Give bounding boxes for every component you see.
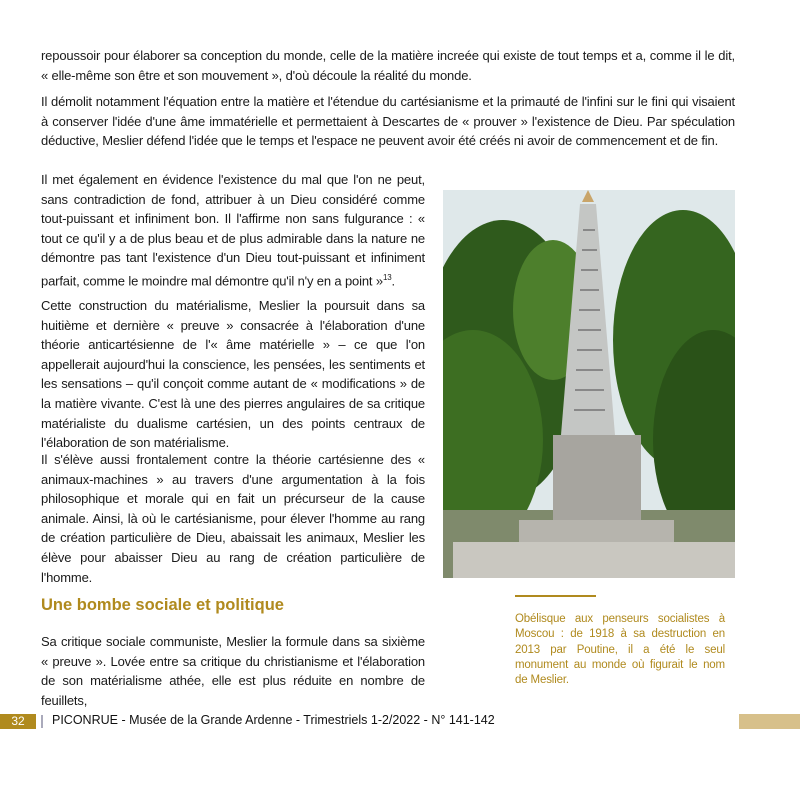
paragraph: Il s'élève aussi frontalement contre la théorie cartésienne des « animaux-machines » au travers d'une argumentation à la fois philosophique et morale qui en fait un précurseur de la cause animale. Ainsi, là où le cartésianisme, pour élever l'homme au rang de création particulière de Dieu, abaissait les animaux, Meslier les élève pour abaisser Dieu au rang de création particulière de l'homme. — [41, 452, 425, 585]
paragraph-text: Il met également en évidence l'existence du mal que l'on ne peut, sans contradiction de fond, attribuer à un Dieu considéré comme tout-puissant et infiniment bon. Il l'affirme non sans fulgurance : « tout ce qu'il y a de plus beau et de plus admirable dans la nature ne démontre pas tant l'existence d'un Dieu tout-puissant et infiniment parfait, comme le moindre mal démontre qu'il n'y en a point » — [41, 172, 425, 289]
footer-text: PICONRUE - Musée de la Grande Ardenne - Trimestriels 1-2/2022 - N° 141-142 — [52, 713, 495, 727]
paragraph: Il met également en évidence l'existence du mal que l'on ne peut, sans contradiction de fond, attribuer à un Dieu considéré comme tout-puissant et infiniment bon. Il l'affirme non sans fulgurance : « tout ce qu'il y a de plus beau et de plus admirable dans la nature ne démontre pas tant l'existence d'un Dieu tout-puissant et infiniment parfait, comme le moindre mal démontre qu'il n'y en a point »$^{13}$. — [41, 172, 425, 289]
page-number: 32 — [0, 714, 36, 729]
paragraph: Il démolit notamment l'équation entre la matière et l'étendue du cartésianisme et la primauté de l'infini sur le fini qui visaient à conserver l'idée d'une âme immatérielle et permettaient à Descartes de « prouver » l'existence de Dieu. Par spéculation déductive, Meslier défend l'idée que le temps et l'espace ne peuvent avoir été créés ni avoir de commencement et de fin. — [41, 94, 735, 149]
obelisk-photo — [443, 190, 735, 578]
photo-caption: Obélisque aux penseurs socialistes à Moscou : de 1918 à sa destruction en 2013 par Poutine, il a été le seul monument au monde où figurait le nom de Meslier. — [515, 613, 725, 687]
caption-divider — [515, 595, 596, 597]
paragraph: repoussoir pour élaborer sa conception du monde, celle de la matière increée qui existe de tout temps et a, comme il le dit, « elle-même son être et son mouvement », d'où découle la réalité du monde. — [41, 48, 735, 83]
footer-separator — [41, 715, 43, 728]
footnote-reference[interactable]: 13 — [382, 272, 392, 282]
paragraph: Cette construction du matérialisme, Meslier la poursuit dans sa huitième et dernière « preuve » consacrée à l'élaboration d'une théorie anticartésienne de l'« âme matérielle » – ce que l'on appellerait aujourd'hui la conscience, les pensées, les sentiments et les sensations – qu'il conçoit comme autant de « modifications » de la matière vivante. C'est là une des pierres angulaires de sa critique matérialiste du dualisme cartésien, un des points centraux de l'élaboration de son matérialisme. — [41, 298, 425, 451]
footer-band — [739, 714, 800, 729]
section-heading: Une bombe sociale et politique — [41, 596, 284, 614]
paragraph: Sa critique sociale communiste, Meslier la formule dans sa sixième « preuve ». Lovée entre sa critique du christianisme et l'élaboration de son matérialisme athée, elle est plus réduite en nombre de feuillets, — [41, 634, 425, 708]
